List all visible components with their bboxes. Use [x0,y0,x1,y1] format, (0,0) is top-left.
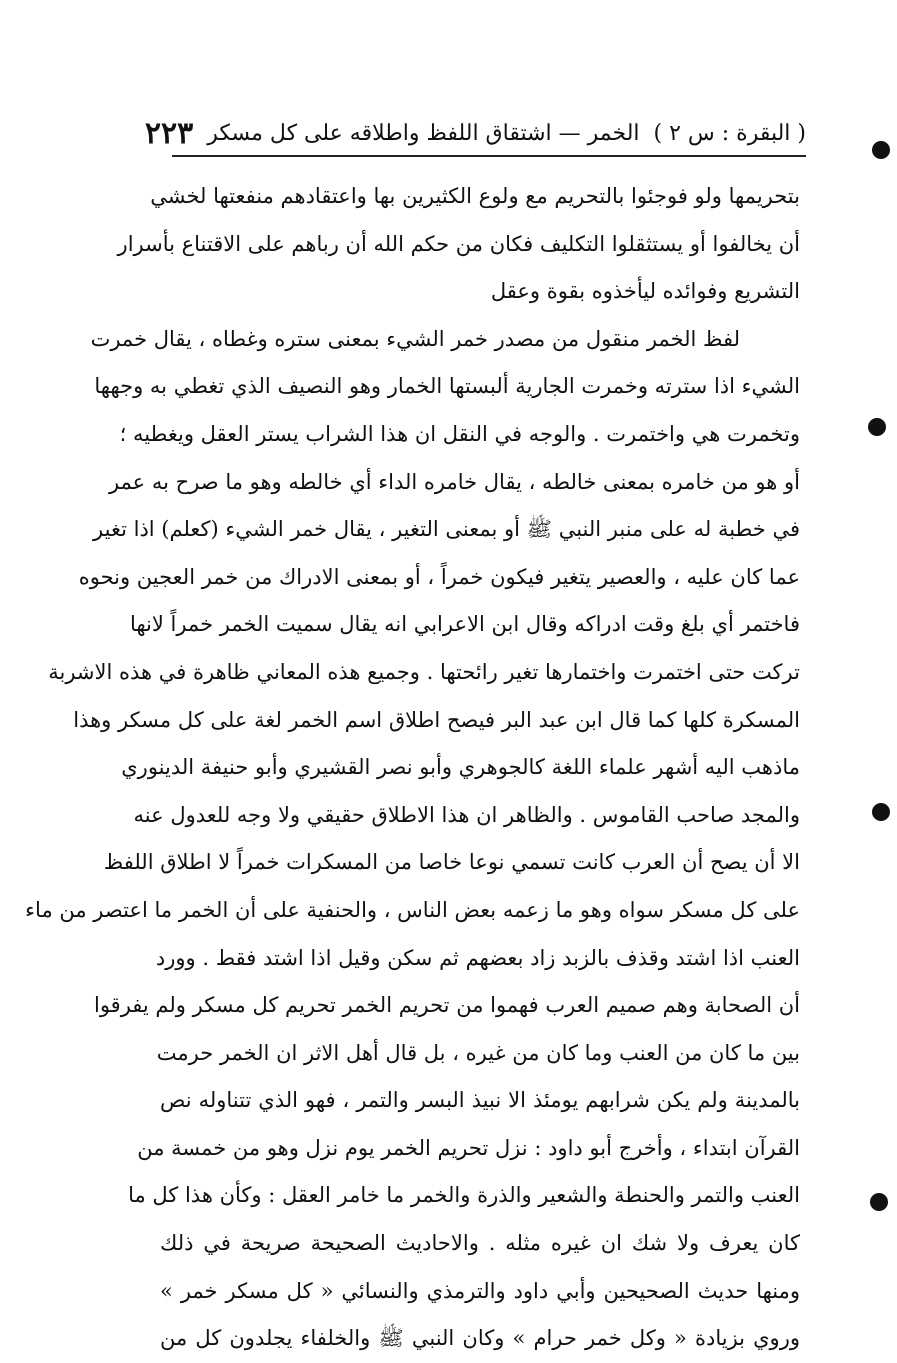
text-line: فاختمر أي بلغ وقت ادراكه وقال ابن الاعرابي انه يقال سميت الخمر خمراً لانها [129,612,800,637]
text-line: التشريع وفوائده ليأخذوه بقوة وعقل [490,279,800,304]
text-line: الا أن يصح أن العرب كانت تسمي نوعا خاصا من المسكرات خمراً لا اطلاق اللفظ [103,850,800,875]
text-line: المسكرة كلها كما قال ابن عبد البر فيصح اطلاق اسم الخمر لغة على كل مسكر وهذا [73,707,800,732]
text-line: بين ما كان من العنب وما كان من غيره ، بل قال أهل الاثر ان الخمر حرمت [156,1040,800,1065]
margin-bullet-icon [864,414,889,439]
body-text [25,173,800,1363]
text-line: العنب والتمر والحنطة والشعير والذرة والخمر ما خامر العقل : وكأن هذا كل ما [128,1183,800,1208]
text-line: أو هو من خامره بمعنى خالطه ، يقال خامره الداء أي خالطه وهو ما صرح به عمر [108,469,800,494]
text-line: القرآن ابتداء ، وأخرج أبو داود : نزل تحريم الخمر يوم نزل وهو من خمسة من [137,1135,800,1160]
margin-bullet-icon [868,137,893,162]
text-line: ومنها حديث الصحيحين وأبي داود والترمذي والنسائي « كل مسكر خمر » [160,1278,800,1303]
text-line: عما كان عليه ، والعصير يتغير فيكون خمراً ، أو بمعنى الادراك من خمر العجين ونحوه [78,564,800,589]
margin-bullet-icon [866,1189,891,1214]
text-line: أن يخالفوا أو يستثقلوا التكليف فكان من حكم الله أن رباهم على الاقتناع بأسرار [117,231,800,256]
text-line: أن الصحابة وهم صميم العرب فهموا من تحريم الخمر تحريم كل مسكر ولم يفرقوا [93,993,800,1018]
page-header [144,112,806,154]
text-line: في خطبة له على منبر النبي ﷺ أو بمعنى التغير ، يقال خمر الشيء (كعلم) اذا تغير [93,517,800,542]
text-line: وروي بزيادة « وكل خمر حرام » وكان النبي ﷺ والخلفاء يجلدون كل من [160,1326,800,1351]
margin-bullet-icon [868,799,893,824]
page-number: ٢٢٣ [144,115,194,151]
text-line: تركت حتى اختمرت واختمارها تغير رائحتها . وجميع هذه المعاني ظاهرة في هذه الاشربة [48,659,800,684]
text-line: لفظ الخمر منقول من مصدر خمر الشيء بمعنى ستره وغطاه ، يقال خمرت [90,326,740,351]
text-line: بالمدينة ولم يكن شرابهم يومئذ الا نبيذ البسر والتمر ، فهو الذي تتناوله نص [160,1088,800,1113]
text-line: بتحريمها ولو فوجئوا بالتحريم مع ولوع الكثيرين بها واعتقادهم منفعتها لخشي [150,184,800,208]
text-line: ماذهب اليه أشهر علماء اللغة كالجوهري وأبو نصر القشيري وأبو حنيفة الدينوري [121,755,800,780]
chapter-reference: ( البقرة : س ٢ ) [653,120,806,146]
running-title: الخمر — اشتقاق اللفظ واطلاقه على كل مسكر [207,120,640,146]
text-line: على كل مسكر سواه وهو ما زعمه بعض الناس ، والحنفية على أن الخمر ما اعتصر من ماء [25,897,800,922]
text-line: والمجد صاحب القاموس . والظاهر ان هذا الاطلاق حقيقي ولا وجه للعدول عنه [133,802,800,827]
text-line: كان يعرف ولا شك ان غيره مثله . والاحاديث الصحيحة صريحة في ذلك [160,1231,800,1256]
header-rule [172,155,806,157]
text-line: وتخمرت هي واختمرت . والوجه في النقل ان هذا الشراب يستر العقل ويغطيه ؛ [119,421,800,446]
text-line: الشيء اذا سترته وخمرت الجارية ألبستها الخمار وهو النصيف الذي تغطي به وجهها [94,374,800,399]
text-line: العنب اذا اشتد وقذف بالزبد زاد بعضهم ثم سكن وقيل اذا اشتد فقط . وورد [155,945,800,970]
